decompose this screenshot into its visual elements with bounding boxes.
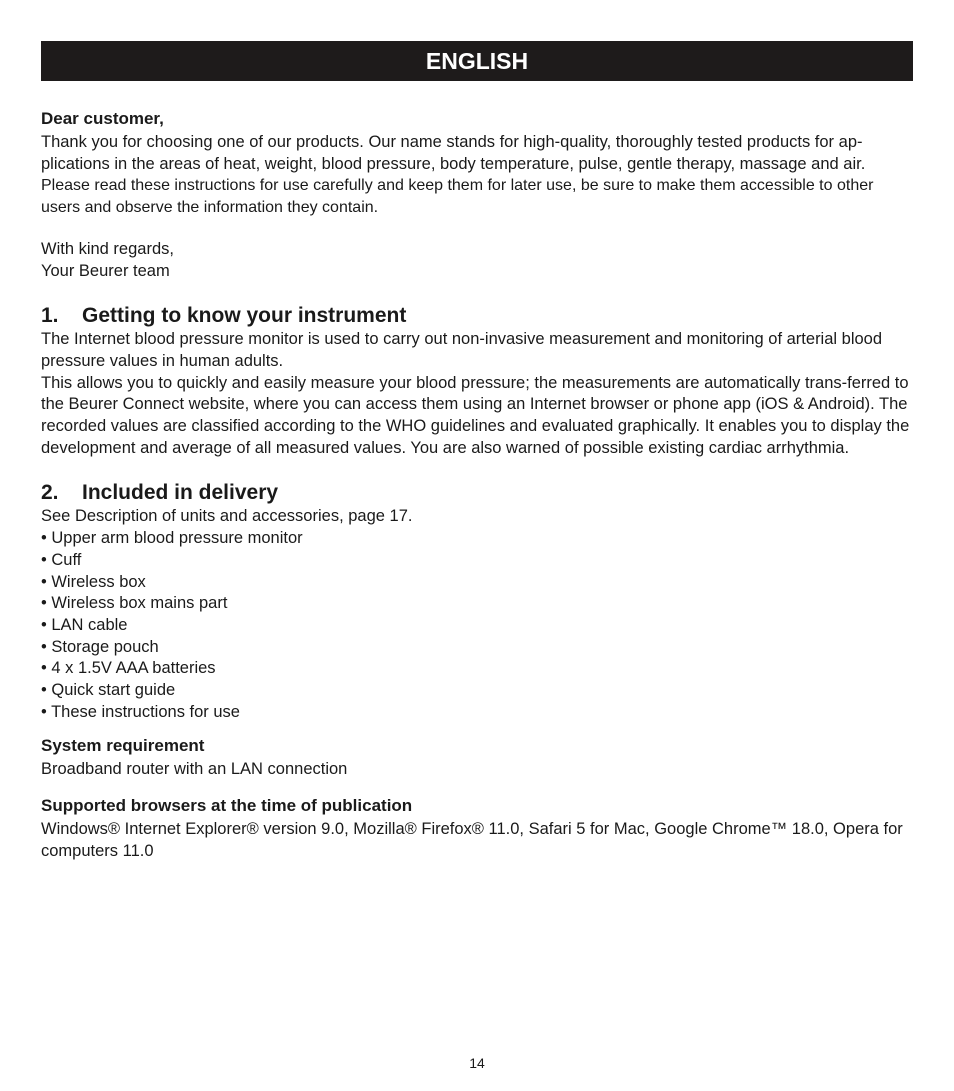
page-number: 14 [469, 1055, 485, 1071]
document-body [41, 108, 913, 863]
section-2-title: Included in delivery [82, 481, 279, 505]
list-item: • Cuff [41, 550, 82, 569]
list-item: • LAN cable [41, 615, 128, 634]
closing-line-2: Your Beurer team [41, 261, 170, 280]
language-title: ENGLISH [425, 47, 529, 74]
system-requirement-text: Broadband router with an LAN connection [41, 760, 348, 779]
list-item: • Quick start guide [41, 681, 176, 700]
section-1-heading [41, 303, 913, 329]
list-item: • 4 x 1.5V AAA batteries [41, 659, 216, 678]
section-1-paragraph-2: This allows you to quickly and easily measure your blood pressure; the measurements are automatically trans-ferred to the Beurer Connect website, where you can access them using an Internet browser or phone app (iOS & Android). The recorded values are classified according to the WHO guidelines and evaluated graphically. It enables you to display the development and average of all measured values. You are also warned of possible existing cardiac arrhythmia. [41, 373, 910, 457]
section-1-paragraph-1: The Internet blood pressure monitor is used to carry out non-invasive measurement and monitoring of arterial blood pressure values in human adults. [41, 330, 883, 370]
list-item: • Upper arm blood pressure monitor [41, 529, 303, 548]
supported-browsers-text: Windows® Internet Explorer® version 9.0, Mozilla® Firefox® 11.0, Safari 5 for Mac, Google Chrome™ 18.0, Opera for computers 11.0 [41, 820, 903, 860]
section-2-intro: See Description of units and accessories, page 17. [41, 507, 413, 526]
section-1-number: 1. [41, 304, 59, 328]
intro-paragraph-1: Thank you for choosing one of our products. Our name stands for high-quality, thoroughly tested products for ap-plications in the areas of heat, weight, blood pressure, body temperature, pulse, gentle therapy, massage and air. [41, 133, 866, 173]
list-item: • Storage pouch [41, 637, 159, 656]
list-item: • These instructions for use [41, 702, 240, 721]
intro-paragraph-2: Please read these instructions for use carefully and keep them for later use, be sure to make them accessible to other users and observe the information they contain. [41, 177, 874, 217]
section-2-number: 2. [41, 481, 59, 505]
list-item: • Wireless box [41, 572, 146, 591]
list-item: • Wireless box mains part [41, 594, 228, 613]
salutation: Dear customer, [41, 109, 164, 128]
section-2-heading [41, 480, 913, 506]
closing-line-1: With kind regards, [41, 239, 174, 258]
language-banner [41, 41, 913, 81]
system-requirement-heading: System requirement [41, 736, 205, 756]
supported-browsers-heading: Supported browsers at the time of publication [41, 796, 413, 816]
delivery-list [41, 528, 913, 723]
section-1-title: Getting to know your instrument [82, 304, 407, 328]
